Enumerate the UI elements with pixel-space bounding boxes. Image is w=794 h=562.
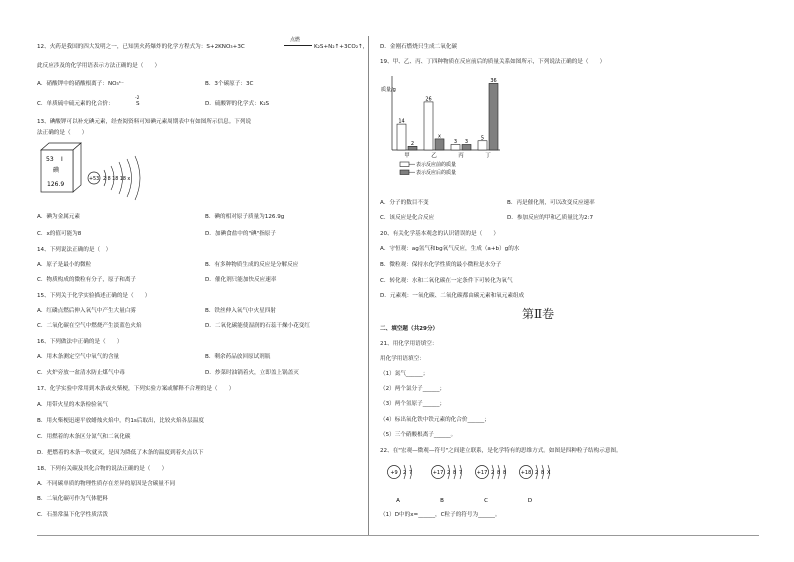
q20-option-c: C．转化观：水和二氧化碳在一定条件下可转化为氧气 [380, 278, 513, 284]
q14-option-b: B．有多种物质生成的反应是分解反应 [205, 262, 299, 268]
q19-option-b: B．丙是催化剂，可以改变反应速率 [507, 200, 595, 206]
q16-stem: 16、下列做法中正确的是（ ） [37, 339, 123, 345]
q17-stem: 17、化学实验中常用到木条或火柴梗，下列实验方案或解释不合理的是（ ） [37, 386, 235, 392]
q22-part-1: （1）D中的x=______，C粒子的符号为______。 [380, 512, 501, 518]
q18-option-b: B．二氧化碳可作为气体肥料 [37, 496, 108, 502]
q12-option-a: A．硝酸钾中的硝酸根离子：NO₃¹⁻ [37, 81, 124, 87]
q20-option-d: D．元素观：一氧化碳、二氧化碳都由碳元素和氧元素组成 [380, 293, 525, 299]
particle-shell-count: 8 [503, 470, 507, 476]
q13-option-d: D．加碘食盐中的"碘"指原子 [205, 231, 276, 237]
bar-value-label: 5 [480, 135, 485, 142]
bar-value-label: 36 [490, 77, 497, 84]
particle-shell-count: 7 [459, 470, 463, 476]
q15-stem: 15、下列关于化学实验描述正确的是（ ） [37, 293, 151, 299]
q13-option-c: C．x的值可能为8 [37, 231, 82, 237]
cell-atomic-mass: 126.9 [47, 181, 65, 188]
q15-option-d: D．二氧化碳能使湿润的石蕊干燥小花变红 [205, 323, 310, 329]
section-2-heading: 二、填空题（共29分） [380, 326, 439, 332]
q21-stem: 21、用化学用语填空： [380, 341, 438, 347]
q20-option-a: A．守恒观：ag氢气和bg氧气反应，生成（a+b）g的水 [380, 246, 520, 252]
bar-丁-before [478, 141, 487, 150]
q18-option-a: A．不同碳单质的物理性质存在差异的原因是含碳量不同 [37, 481, 176, 487]
q14-option-c: C．物质构成的微粒有分子，原子和离子 [37, 277, 137, 283]
category-label-乙: 乙 [431, 153, 437, 159]
particle-nucleus-charge: +17 [476, 470, 488, 476]
particle-B [432, 465, 463, 504]
q21-item-2: （2）两个氯分子______； [380, 386, 446, 392]
q17-option-c: C．用燃着的木条区分氮气和二氧化碳 [37, 434, 131, 440]
bar-value-label: 26 [425, 96, 432, 103]
q12-option-d: D．硫酸钾的化学式：K₂S [205, 101, 270, 107]
q19-option-a: A．分子的数目不变 [380, 200, 429, 206]
bar-value-label: 3 [464, 138, 469, 145]
iodine-atom-structure [88, 156, 140, 200]
q20-stem: 20、有关化学基本观念的认识错误的是（ ） [380, 231, 499, 237]
particle-D [520, 465, 552, 504]
q16-option-c: C．火炉旁放一盆清水防止煤气中毒 [37, 370, 125, 376]
particle-shell-count: 2 [447, 470, 451, 476]
q14-stem: 14、下列说法正确的是（ ） [37, 247, 112, 253]
bar-value-label: 14 [398, 118, 405, 125]
q14-option-a: A．原子是最小的微粒 [37, 262, 92, 268]
category-label-甲: 甲 [404, 153, 410, 159]
particle-nucleus-charge: +17 [432, 470, 444, 476]
particle-nucleus-charge: +9 [390, 470, 398, 476]
legend-swatch [400, 170, 409, 175]
q19-option-d: D．参加反应的甲和乙质量比为2:7 [507, 215, 594, 221]
particle-label: D [527, 498, 533, 504]
cell-atomic-number: 53 [46, 156, 54, 163]
q15-option-b: B．铁丝伸入氧气中火星四射 [205, 308, 276, 314]
electron-shells: 2 8 18 18 x [103, 177, 131, 182]
cell-element-name: 碘 [53, 167, 60, 174]
bar-丙-before [451, 144, 460, 150]
column-divider [368, 36, 369, 536]
q18-option-c: C．石墨常温下化学性质活泼 [37, 512, 109, 518]
y-axis-label: 质量/g [381, 87, 396, 93]
footer-line [37, 535, 759, 536]
legend-label: 表示反应前的质量 [416, 162, 457, 168]
q13-stem: 13、碘酸钾可以补充碘元素，经查阅资料可知碘元素周期表中有如图所示信息。下列说 [37, 119, 252, 125]
particle-diagrams [376, 458, 556, 510]
q18-option-d: D．金刚石燃烧只生成二氧化碳 [380, 44, 458, 50]
q21-item-3: （3）两个氢原子______； [380, 401, 446, 407]
particle-shell-count: 7 [409, 470, 413, 476]
particle-A [388, 465, 413, 504]
category-label-丁: 丁 [485, 153, 491, 159]
q12-option-b: B．3个碳原子：3C [205, 81, 254, 87]
q16-option-b: B．剩余药品放回原试剂瓶 [205, 354, 271, 360]
q14-option-d: D．催化剂只能加快反应速率 [205, 277, 277, 283]
q15-option-c: C．二氧化碳在空气中燃烧产生淡蓝色火焰 [37, 323, 142, 329]
bar-value-label: 2 [410, 140, 415, 147]
q21-intro: 用化学用语填空： [380, 356, 425, 362]
q18-stem: 18、下列有关碳及其化合物的说法正确的是（ ） [37, 466, 168, 472]
q17-option-b: B．用火柴梗迅速平放蜡烛火焰中，约1s后取出，比较火焰各层温度 [37, 418, 204, 424]
q19-stem: 19、甲、乙、丙、丁四种物质在反应前后的质量关系如图所示，下列说法正确的是（ ） [380, 59, 606, 65]
category-label-丙: 丙 [458, 153, 464, 159]
particle-shell-count: 8 [541, 470, 545, 476]
q13-stem-2: 法正确的是（ ） [37, 130, 88, 136]
q12-arrow-line [284, 45, 312, 46]
q13-option-b: B．碘的相对原子质量为126.9g [205, 214, 285, 220]
q12-condition: 点燃 [290, 37, 301, 43]
bar-value-label: 3 [453, 138, 458, 145]
q12-stem-2: 此反应涉及的化学用语表示方法正确的是（ ） [37, 63, 161, 69]
particle-shell-count: 2 [403, 470, 407, 476]
q12-stem-a: 12、火药是我国的四大发明之一，已知黑火药爆炸的化学方程式为：S+2KNO₃+3C [37, 44, 245, 50]
bar-甲-after [408, 146, 417, 150]
q20-option-b: B．微粒观：保持水化学性质的最小微粒是水分子 [380, 262, 502, 268]
q16-option-d: D．炒菜时油锅着火，立即盖上锅盖灭 [205, 370, 299, 376]
particle-shell-count: 8 [497, 470, 501, 476]
particle-label: B [440, 498, 444, 504]
particle-shell-count: 2 [491, 470, 495, 476]
particle-C [476, 465, 507, 504]
particle-shell-count: 2 [535, 470, 539, 476]
bar-丙-after [462, 144, 471, 150]
iodine-figure [37, 140, 167, 202]
q15-option-a: A．红磷点燃后伸入氧气中产生大量白雾 [37, 308, 136, 314]
bar-甲-before [397, 124, 406, 150]
q12-option-c-element: S [136, 101, 140, 107]
part2-title: 第Ⅱ卷 [522, 307, 555, 321]
periodic-cell [41, 143, 81, 192]
q21-item-1: （1）氮气______； [380, 371, 429, 377]
particle-shell-count: 8 [453, 470, 457, 476]
q21-item-5: （5）三个硝酸根离子______。 [380, 432, 457, 438]
chart-bars [397, 78, 498, 150]
q19-bar-chart [378, 72, 508, 192]
nucleus-charge: +53 [89, 177, 100, 182]
q17-option-d: D．把燃着的木条一吹就灭，是因为降低了木条的温度到着火点以下 [37, 450, 204, 456]
bar-value-label: x [438, 133, 441, 140]
chart-legend [400, 161, 456, 176]
q17-option-a: A．用带火星的木条检验氧气 [37, 402, 108, 408]
q19-option-c: C．该反应是化合反应 [380, 215, 435, 221]
cell-symbol: I [61, 156, 63, 163]
bar-丁-after [489, 83, 498, 150]
q22-stem: 22、在"宏观—微观—符号"之间建立联系，是化学特有的思维方式。如图是四种粒子结构示意图。 [380, 448, 622, 454]
bar-乙-before [424, 102, 433, 150]
particle-label: C [484, 498, 488, 504]
q12-option-c-valence: -2 [135, 96, 140, 101]
q21-item-4: （4）标出氧化铁中铁元素的化合价______； [380, 417, 490, 423]
q12-stem-b: K₂S+N₂↑+3CO₂↑， [314, 44, 369, 50]
bar-乙-after [435, 139, 444, 150]
legend-label: 表示反应后的质量 [416, 170, 457, 176]
q12-option-c: C．单质硫中硫元素的化合价： [37, 101, 114, 107]
q16-option-a: A．用木条测定空气中氧气的含量 [37, 354, 120, 360]
particle-nucleus-charge: +18 [520, 470, 532, 476]
particle-label: A [396, 498, 400, 504]
q13-option-a: A．碘为金属元素 [37, 214, 80, 220]
particle-shell-count: X [547, 470, 551, 476]
legend-swatch [400, 162, 409, 167]
